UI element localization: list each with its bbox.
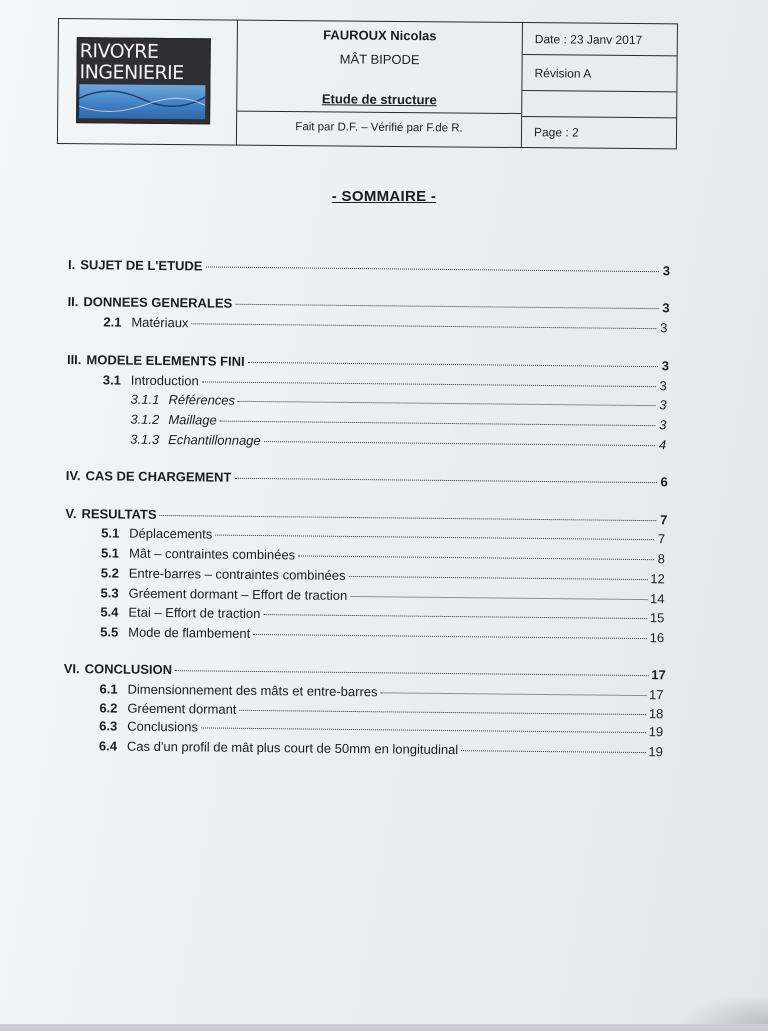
toc-entry-page: 17	[648, 687, 664, 703]
author-name: FAUROUX Nicolas	[323, 27, 437, 44]
toc-entry-title: RESULTATS	[81, 506, 157, 522]
toc-entry-page: 3	[661, 358, 670, 374]
toc-entry-title: Conclusions	[127, 718, 199, 735]
toc-entry	[100, 604, 664, 625]
toc-entry-page: 3	[659, 378, 667, 394]
toc-entry-number: 5.2	[100, 565, 119, 581]
toc-leader-dots	[160, 505, 657, 521]
toc-leader-dots	[215, 525, 654, 541]
toc-entry-number: 5.1	[100, 545, 120, 561]
toc-entry-page: 3	[659, 397, 667, 413]
toc-entry-page: 3	[660, 320, 668, 336]
toc-entry-page: 4	[658, 437, 667, 453]
toc-entry	[130, 412, 666, 433]
toc-entry-number: 3.1	[102, 372, 121, 388]
toc-entry-page: 7	[657, 531, 666, 547]
revision: Révision A	[522, 55, 676, 92]
toc-leader-dots	[253, 624, 646, 639]
toc-entry-page: 3	[662, 300, 670, 316]
toc-leader-dots	[350, 586, 647, 600]
toc-entry	[68, 257, 670, 278]
toc-entry-title: MODELE ELEMENTS FINI	[86, 352, 245, 369]
toc-entry	[130, 432, 666, 453]
toc-leader-dots	[235, 294, 658, 309]
toc-entry	[99, 738, 663, 759]
toc-entry-page: 19	[648, 724, 664, 740]
toc-entry	[100, 624, 664, 645]
toc-entry-page: 3	[659, 417, 667, 433]
toc-entry	[68, 294, 670, 315]
toc-entry	[99, 718, 663, 739]
toc-entry-title: Dimensionnement des mâts et entre-barres	[127, 681, 378, 700]
toc-entry-title: Mât – contraintes combinées	[128, 545, 296, 563]
toc-entry-number: 5.3	[100, 585, 119, 601]
toc-entry	[103, 314, 667, 335]
project-name: MÂT BIPODE	[339, 51, 420, 68]
toc-entry-page: 6	[660, 474, 668, 490]
toc-entry-page: 7	[660, 512, 668, 528]
toc-entry-page: 3	[662, 263, 671, 279]
toc-entry-number: II.	[67, 293, 79, 310]
toc-leader-dots	[238, 391, 656, 406]
toc-entry-number: 5.5	[100, 624, 119, 640]
date: Date : 23 Janv 2017	[523, 23, 677, 56]
page-number: Page : 2	[533, 125, 579, 140]
toc-leader-dots	[205, 256, 659, 272]
toc-entry-title: Matériaux	[131, 314, 189, 331]
toc-entry-number: I.	[67, 257, 76, 273]
toc-entry-title: SUJET DE L'ETUDE	[80, 257, 203, 274]
toc-entry-title: Etai – Effort de traction	[128, 604, 261, 622]
toc-leader-dots	[202, 371, 656, 387]
toc-entry-number: 5.4	[100, 604, 119, 620]
toc-title-text: - SOMMAIRE -	[331, 188, 437, 205]
toc-entry-title: Gréement dormant – Effort de traction	[128, 585, 348, 603]
toc-entry	[66, 468, 668, 489]
toc-entry-page: 19	[648, 744, 664, 760]
toc-entry-title: Entre-barres – contraintes combinées	[128, 565, 346, 583]
toc-entry-title: Maillage	[168, 412, 217, 428]
toc-entry	[64, 661, 666, 682]
toc-entry-title: Introduction	[130, 372, 199, 389]
toc-entry-page: 16	[649, 630, 665, 646]
toc-entry-page: 15	[649, 610, 665, 626]
made-by: Fait par D.F. – Vérifié par F.de R.	[295, 121, 463, 135]
toc-entry	[103, 372, 667, 393]
toc-entry-title: CAS DE CHARGEMENT	[85, 468, 232, 485]
toc-entry-number: 3.1.1	[130, 391, 160, 407]
study-type: Etude de structure	[321, 91, 437, 108]
toc-entry-number: V.	[65, 505, 77, 522]
toc-leader-dots	[234, 468, 656, 483]
toc-entry	[101, 525, 665, 546]
toc-entry-number: 3.1.2	[130, 411, 160, 427]
toc-entry-number: 6.1	[99, 681, 118, 697]
toc-entry-number: III.	[66, 351, 82, 368]
toc-leader-dots	[461, 740, 645, 753]
toc-entry-number: 6.2	[99, 700, 118, 716]
toc-leader-dots	[264, 431, 656, 446]
toc-entry	[99, 700, 663, 721]
toc-entry-title: DONNEES GENERALES	[83, 294, 233, 311]
toc-entry-number: 2.1	[103, 314, 122, 330]
logo-line-1: RIVOYRE	[79, 40, 159, 63]
toc-entry-title: Déplacements	[129, 525, 213, 542]
toc-entry	[100, 585, 664, 606]
toc-entry-title: Echantillonnage	[168, 432, 261, 449]
toc-leader-dots	[220, 411, 656, 427]
toc-entry-title: Cas d'un profil de mât plus court de 50mm en longitudinal	[126, 738, 459, 758]
toc-leader-dots	[239, 700, 646, 715]
toc-leader-dots	[175, 660, 648, 676]
toc-entry-page: 12	[650, 571, 665, 587]
toc-entry	[65, 506, 667, 527]
toc-entry-number: IV.	[65, 467, 81, 484]
toc-entry	[101, 545, 665, 566]
toc-entry-number: 6.4	[98, 738, 118, 754]
toc-leader-dots	[263, 604, 647, 619]
toc-entry	[131, 392, 667, 413]
logo-line-2: INGENIERIE	[79, 61, 184, 85]
toc-leader-dots	[349, 566, 648, 580]
toc-leader-dots	[298, 545, 654, 560]
toc-entry	[67, 352, 669, 373]
toc-entry-title: CONCLUSION	[84, 661, 173, 678]
toc-entry-title: Mode de flambement	[128, 624, 251, 641]
toc-entry-number: VI.	[63, 660, 80, 677]
toc-entry-page: 18	[648, 706, 664, 722]
toc-entry	[101, 565, 665, 586]
toc-entry-title: Gréement dormant	[127, 700, 237, 717]
toc-leader-dots	[248, 352, 658, 367]
toc-leader-dots	[381, 682, 647, 696]
toc-entry	[99, 681, 663, 702]
toc-entry-page: 8	[657, 551, 666, 567]
toc-entry-number: 3.1.3	[130, 431, 160, 447]
toc-entry-title: Références	[168, 392, 236, 408]
toc-entry-page: 17	[651, 667, 666, 683]
page-corner-shadow	[678, 994, 768, 1024]
toc-leader-dots	[191, 313, 656, 329]
toc-entry-page: 14	[649, 591, 665, 607]
toc-entry-number: 5.1	[101, 525, 120, 541]
toc-entry-number: 6.3	[99, 718, 118, 734]
